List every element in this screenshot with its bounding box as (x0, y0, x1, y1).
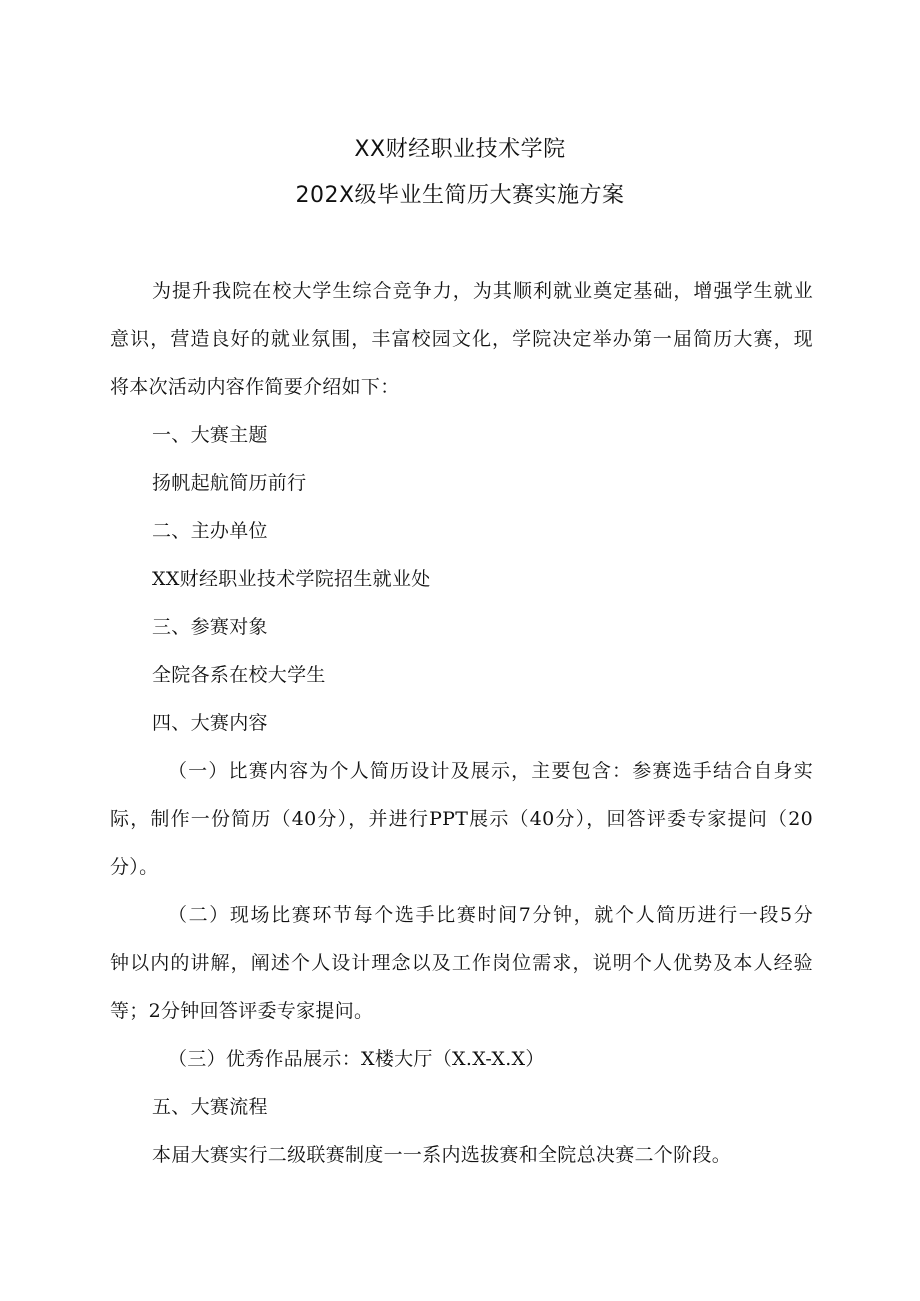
section-heading-process: 五、大赛流程 (152, 1096, 268, 1118)
content-item2-line-2: 钟以内的讲解，阐述个人设计理念以及工作岗位需求，说明个人优势及本人经验 (110, 952, 813, 974)
intro-line-2: 意识，营造良好的就业氛围，丰富校园文化，学院决定举办第一届简历大赛，现 (110, 328, 813, 350)
content-item2-line-1: （二）现场比赛环节每个选手比赛时间7分钟，就个人简历进行一段5分 (168, 904, 813, 926)
section-body-participants: 全院各系在校大学生 (152, 664, 326, 686)
section-heading-organizer: 二、主办单位 (152, 520, 268, 542)
section-body-theme: 扬帆起航简历前行 (152, 472, 307, 494)
intro-line-3: 将本次活动内容作简要介绍如下： (110, 376, 400, 398)
content-item1-line-1: （一）比赛内容为个人简历设计及展示，主要包含：参赛选手结合自身实 (168, 760, 813, 782)
section-heading-content: 四、大赛内容 (152, 712, 268, 734)
intro-line-1: 为提升我院在校大学生综合竞争力，为其顺利就业奠定基础，增强学生就业 (152, 280, 813, 302)
content-item3: （三）优秀作品展示：X楼大厅（X.X-X.X） (168, 1048, 545, 1070)
document-title-school: XX财经职业技术学院 (354, 137, 566, 162)
section-body-process: 本届大赛实行二级联赛制度一一系内选拔赛和全院总决赛二个阶段。 (152, 1144, 732, 1166)
content-item2-line-3: 等；2分钟回答评委专家提问。 (110, 1000, 374, 1022)
document-title-plan: 202X级毕业生简历大赛实施方案 (295, 183, 625, 208)
content-item1-line-2: 际，制作一份简历（40分），并进行PPT展示（40分），回答评委专家提问（20 (110, 808, 813, 830)
section-heading-participants: 三、参赛对象 (152, 616, 268, 638)
section-heading-theme: 一、大赛主题 (152, 424, 268, 446)
content-item1-line-3: 分）。 (110, 856, 159, 878)
section-body-organizer: XX财经职业技术学院招生就业处 (152, 568, 431, 590)
